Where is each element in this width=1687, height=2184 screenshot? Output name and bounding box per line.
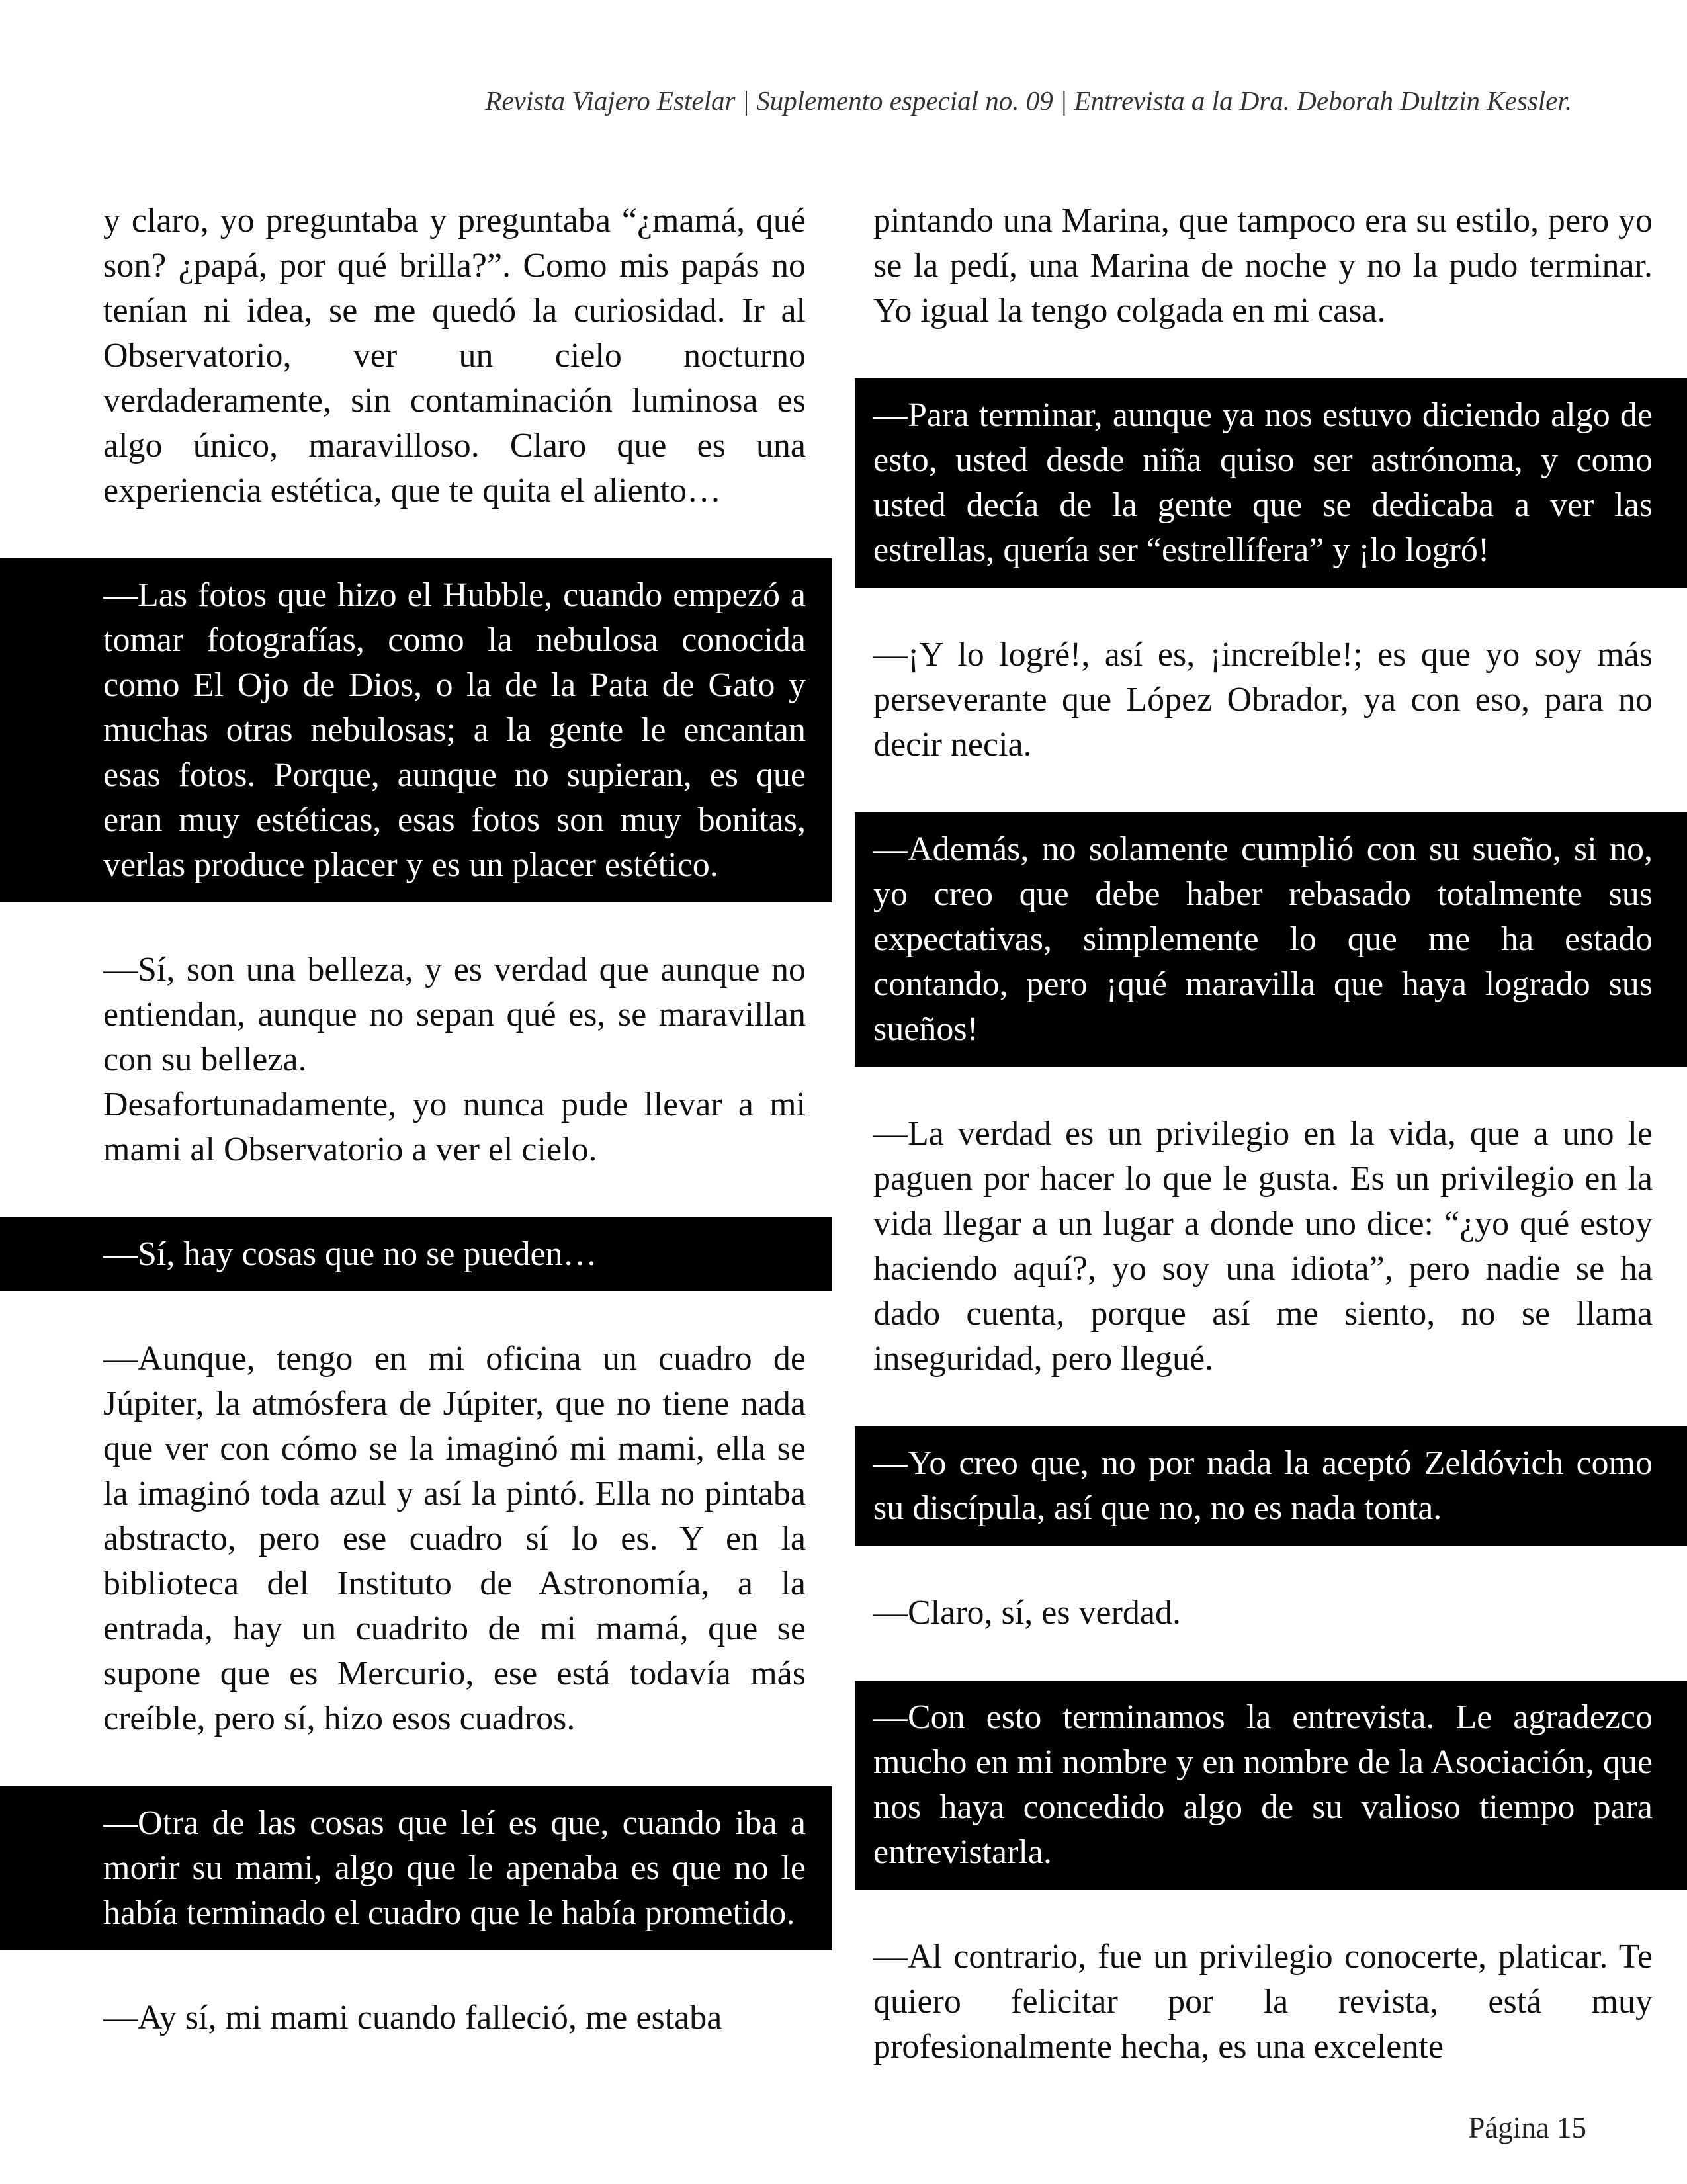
answer-paragraph: —Aunque, tengo en mi oficina un cuadro de Júpiter, la atmósfera de Júpiter, que no tiene nada que ver con cómo se la imaginó mi mami, ella se la imaginó toda azul y así la pintó. Ella no pintaba abstracto, pero ese cuadro sí lo es. Y en la biblioteca del Instituto de Astronomía, a la entrada, hay un cuadrito de mi mamá, que se supone que es Mercurio, ese está todavía más creíble, pero sí, hizo esos cuadros. <box>103 1340 806 1737</box>
question-block: —Yo creo que, no por nada la aceptó Zeldóvich como su discípula, así que no, no es nada tonta. <box>855 1426 1687 1546</box>
answer-paragraph: —La verdad es un privilegio en la vida, que a uno le paguen por hacer lo que le gusta. Es un privilegio en la vida llegar a un lugar a donde uno dice: “¿yo qué estoy haciendo aquí?, yo soy una idiota”, pero nadie se ha dado cuenta, porque así me siento, no se llama inseguridad, pero llegué. <box>873 1115 1653 1377</box>
question-block: —Con esto terminamos la entrevista. Le agradezco mucho en mi nombre y en nombre de la Asociación, que nos haya concedido algo de su valioso tiempo para entrevistarla. <box>855 1681 1687 1890</box>
question-block: —Sí, hay cosas que no se pueden… <box>0 1217 832 1291</box>
running-header: Revista Viajero Estelar | Suplemento especial no. 09 | Entrevista a la Dra. Deborah Dultzin Kessler. <box>485 85 1572 116</box>
answer-paragraph: y claro, yo preguntaba y preguntaba “¿mamá, qué son? ¿papá, por qué brilla?”. Como mis papás no tenían ni idea, se me quedó la curiosidad. Ir al Observatorio, ver un cielo nocturno verdaderamente, sin contaminación luminosa es algo único, maravilloso. Claro que es una experiencia estética, que te quita el aliento… <box>103 202 806 509</box>
answer-paragraph: —Claro, sí, es verdad. <box>873 1594 1182 1632</box>
question-block: —Otra de las cosas que leí es que, cuando iba a morir su mami, algo que le apenaba es que no le había terminado el cuadro que le había prometido. <box>0 1786 832 1950</box>
answer-line-a: —Sí, son una belleza, y es verdad que aunque no entiendan, aunque no sepan qué es, se maravillan con su belleza. Desafortunadamente, yo nunca pude llevar a mi mami al Observatorio a ver el cielo. <box>103 951 806 1168</box>
answer-paragraph: —Al contrario, fue un privilegio conocerte, platicar. Te quiero felicitar por la revista, está muy profesionalmente hecha, es una excelente <box>873 1938 1653 2066</box>
question-block: —Para terminar, aunque ya nos estuvo diciendo algo de esto, usted desde niña quiso ser astrónoma, y como usted decía de la gente que se dedicaba a ver las estrellas, quería ser “estrellífera” y ¡lo logró! <box>855 378 1687 588</box>
answer-paragraph: —Ay sí, mi mami cuando falleció, me estaba <box>103 1999 722 2036</box>
left-column <box>0 198 832 2040</box>
answer-paragraph <box>0 947 832 1172</box>
question-block: —Las fotos que hizo el Hubble, cuando empezó a tomar fotografías, como la nebulosa conocida como El Ojo de Dios, o la de la Pata de Gato y muchas otras nebulosas; a la gente le encantan esas fotos. Porque, aunque no supieran, es que eran muy estéticas, esas fotos son muy bonitas, verlas produce placer y es un placer estético. <box>0 558 832 902</box>
page-number: Página 15 <box>1468 2111 1586 2144</box>
question-block: —Además, no solamente cumplió con su sueño, si no, yo creo que debe haber rebasado totalmente sus expectativas, simplemente lo que me ha estado contando, pero ¡qué maravilla que haya logrado sus sueños! <box>855 812 1687 1067</box>
right-column <box>855 198 1687 2070</box>
answer-paragraph: —¡Y lo logré!, así es, ¡increíble!; es que yo soy más perseverante que López Obrador, ya con eso, para no decir necia. <box>873 636 1653 764</box>
answer-paragraph: pintando una Marina, que tampoco era su estilo, pero yo se la pedí, una Marina de noche y no la pudo terminar. Yo igual la tengo colgada en mi casa. <box>873 202 1653 329</box>
